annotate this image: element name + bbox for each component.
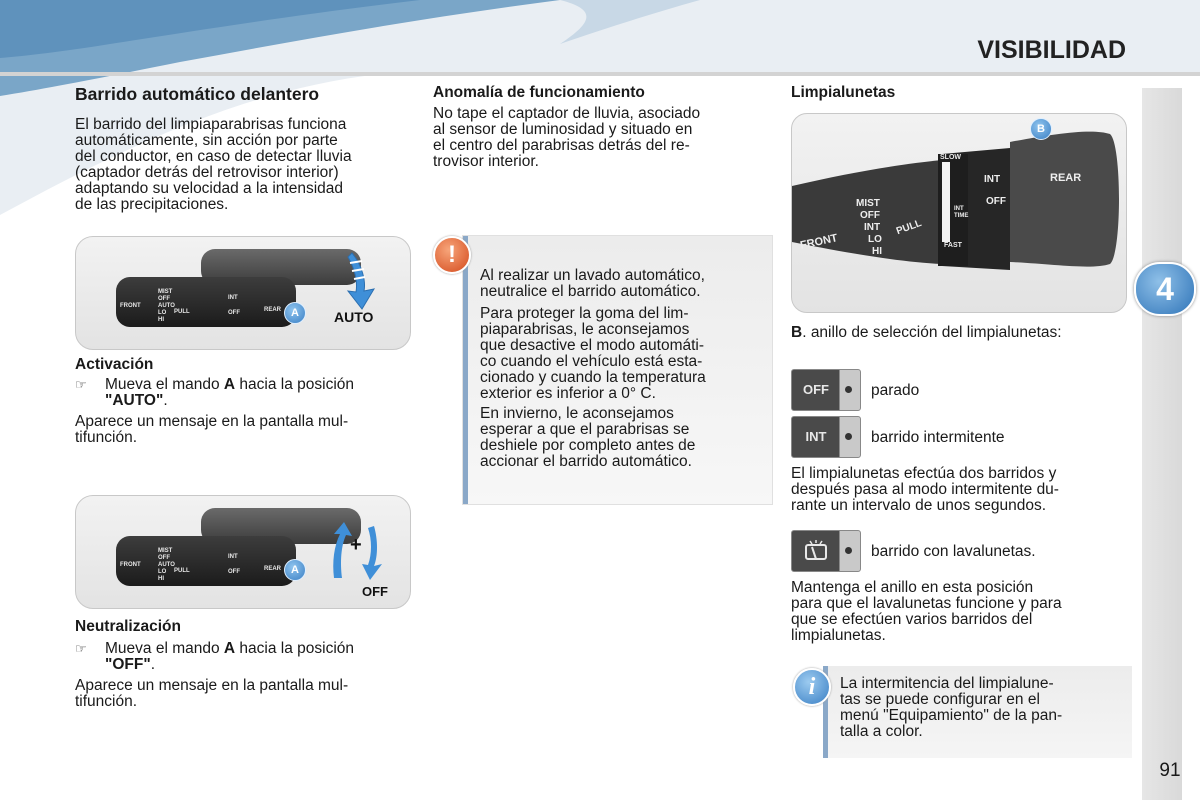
- text-line: piaparabrisas, le aconsejamos: [480, 321, 690, 338]
- ring-washer-image: [791, 530, 861, 572]
- text-line: (captador detrás del retrovisor interior): [75, 164, 339, 181]
- stalk-label-front: FRONT: [120, 303, 141, 309]
- badge-a: A: [284, 302, 306, 324]
- text-line: de las precipitaciones.: [75, 196, 229, 213]
- label-rear: REAR: [1050, 172, 1082, 184]
- activation-note: [75, 414, 409, 446]
- text-fragment: .: [150, 656, 156, 673]
- heading-neutralization: Neutralización: [75, 618, 181, 635]
- text-line: El limpialunetas efectúa dos barridos y: [791, 465, 1057, 482]
- stalk-label-lo: LO: [158, 310, 167, 316]
- stalk-label-off: OFF: [158, 296, 170, 302]
- text-line: Al realizar un lavado automático,: [480, 267, 705, 284]
- stalk-label-off: OFF: [158, 555, 170, 561]
- label-off: OFF: [860, 210, 880, 221]
- text-line: del conductor, en caso de detectar lluvia: [75, 148, 352, 165]
- stalk-label-pull: PULL: [174, 568, 190, 574]
- heading-malfunction: Anomalía de funcionamiento: [433, 84, 645, 101]
- text-line: deshiele por completo antes de: [480, 437, 696, 454]
- info-text: [840, 676, 1120, 740]
- text-line: Mantenga el anillo en esta posición: [791, 579, 1034, 596]
- text-line: adaptando su velocidad a la intensidad: [75, 180, 344, 197]
- text-line: limpialunetas.: [791, 627, 886, 644]
- warning-icon: [433, 236, 471, 274]
- ring-caption: [791, 325, 1125, 341]
- text-line: para que el lavalunetas funcione y para: [791, 595, 1062, 612]
- text-line: co cuando el vehículo está esta-: [480, 353, 703, 370]
- info-icon: [793, 668, 831, 706]
- ring-int-image: [791, 416, 861, 458]
- text-line: automáticamente, sin acción por parte: [75, 132, 338, 149]
- text-line: cionado y cuando la temperatura: [480, 369, 706, 386]
- label-off-rear: OFF: [986, 196, 1006, 207]
- badge-a: A: [284, 559, 306, 581]
- stalk-label-off-2: OFF: [228, 310, 240, 316]
- label-int-rear: INT: [984, 174, 1001, 185]
- text-fragment: hacia la posición: [235, 640, 355, 657]
- text-line: Para proteger la goma del lim-: [480, 305, 689, 322]
- stalk-label-auto: AUTO: [158, 303, 175, 309]
- warning-box: [448, 236, 772, 504]
- text-line: rante un intervalo de unos segundos.: [791, 497, 1047, 514]
- hold-ring-paragraph: [791, 580, 1125, 644]
- warning-icon-glyph: !: [448, 241, 456, 268]
- position-dot: [845, 386, 852, 393]
- hand-pointer-icon: ☞: [75, 377, 87, 392]
- label-pull: PULL: [894, 217, 924, 238]
- stalk-label-mist: MIST: [158, 289, 173, 295]
- position-dot: [845, 547, 852, 554]
- control-letter: A: [223, 376, 236, 393]
- caption-text: . anillo de selección del limpialunetas:: [802, 324, 1062, 341]
- text-line: Aparece un mensaje en la pantalla mul-: [75, 413, 349, 430]
- right-margin-strip: [1142, 88, 1182, 800]
- badge-b: B: [1030, 118, 1052, 140]
- stalk-label-int: INT: [228, 295, 238, 301]
- mode-intermittent-text: barrido intermitente: [871, 429, 1005, 446]
- text-line: que se efectúen varios barridos del: [791, 611, 1033, 628]
- chapter-number: 4: [1156, 271, 1174, 307]
- label-int: INT: [864, 222, 881, 233]
- position-value: "AUTO": [105, 392, 164, 409]
- stalk-label-rear: REAR: [264, 566, 282, 572]
- front-stalk-image: [116, 536, 296, 586]
- ring-off-label: OFF: [803, 382, 829, 397]
- text-line: tas se puede configurar en el: [840, 691, 1040, 708]
- neutralization-note: [75, 678, 409, 710]
- plus-symbol: +: [350, 534, 362, 556]
- heading-rear-wiper: Limpialunetas: [791, 84, 896, 101]
- figure-stalk-off: [75, 495, 411, 609]
- text-line: Aparece un mensaje en la pantalla mul-: [75, 677, 349, 694]
- label-mist: MIST: [856, 198, 880, 209]
- rear-wiper-paragraph: [791, 466, 1125, 514]
- malfunction-paragraph: [433, 106, 767, 170]
- text-line: trovisor interior.: [433, 153, 539, 170]
- warning-text: [480, 268, 759, 470]
- text-line: al sensor de luminosidad y situado en: [433, 121, 693, 138]
- text-line: El barrido del limpiaparabrisas funciona: [75, 116, 347, 133]
- label-hi: HI: [872, 246, 882, 257]
- stalk-label-lo: LO: [158, 569, 167, 575]
- hand-pointer-icon: ☞: [75, 641, 87, 656]
- stalk-label-rear: REAR: [264, 307, 282, 313]
- section-title: VISIBILIDAD: [977, 36, 1126, 64]
- text-line: accionar el barrido automático.: [480, 453, 692, 470]
- label-lo: LO: [868, 234, 882, 245]
- label-fast: FAST: [944, 242, 962, 249]
- stalk-label-hi: HI: [158, 317, 164, 323]
- position-value: "OFF": [105, 656, 151, 673]
- text-line: No tape el captador de lluvia, asociado: [433, 105, 701, 122]
- stalk-label-hi: HI: [158, 576, 164, 582]
- info-box: [808, 666, 1132, 758]
- page-number: 91: [1159, 760, 1181, 781]
- stalk-label-front: FRONT: [120, 562, 141, 568]
- neutralization-bullet: [75, 641, 409, 673]
- label-front: FRONT: [799, 232, 839, 252]
- text-fragment: .: [163, 392, 168, 409]
- text-fragment: Mueva el mando: [105, 640, 224, 657]
- stalk-label-off-2: OFF: [228, 569, 240, 575]
- text-line: tifunción.: [75, 693, 138, 710]
- activation-bullet: [75, 377, 409, 409]
- text-line: En invierno, le aconsejamos: [480, 405, 674, 422]
- stalk-label-pull: PULL: [174, 309, 190, 315]
- text-line: esperar a que el parabrisas se: [480, 421, 690, 438]
- text-fragment: Mueva el mando: [105, 376, 224, 393]
- ring-off-image: [791, 369, 861, 411]
- stalk-label-int: INT: [228, 554, 238, 560]
- text-line: La intermitencia del limpialune-: [840, 675, 1054, 692]
- position-dot: [845, 433, 852, 440]
- arrow-down-icon: [340, 251, 380, 311]
- text-line: menú "Equipamiento" de la pan-: [840, 707, 1063, 724]
- auto-position-label: AUTO: [334, 309, 374, 325]
- info-icon-glyph: i: [808, 674, 816, 700]
- ring-int-label: INT: [805, 429, 827, 444]
- stalk-label-auto: AUTO: [158, 562, 175, 568]
- off-position-label: OFF: [362, 584, 388, 599]
- text-line: exterior es inferior a 0° C.: [480, 385, 656, 402]
- control-letter: A: [223, 640, 236, 657]
- heading-auto-wipe: Barrido automático delantero: [75, 84, 320, 104]
- heading-activation: Activación: [75, 356, 154, 373]
- label-slow: SLOW: [940, 154, 961, 161]
- text-line: talla a color.: [840, 723, 923, 740]
- stalk-label-mist: MIST: [158, 548, 173, 554]
- figure-stalk-auto: [75, 236, 411, 350]
- text-line: que desactive el modo automáti-: [480, 337, 705, 354]
- text-line: el centro del parabrisas detrás del re-: [433, 137, 690, 154]
- text-line: neutralice el barrido automático.: [480, 283, 701, 300]
- text-line: tifunción.: [75, 429, 138, 446]
- chapter-tab: [1134, 262, 1196, 316]
- text-fragment: hacia la posición: [235, 376, 355, 393]
- text-line: después pasa al modo intermitente du-: [791, 481, 1059, 498]
- intro-paragraph: [75, 117, 409, 213]
- front-stalk-image: [116, 277, 296, 327]
- label-int-time: INT TIME: [954, 206, 969, 219]
- figure-rear-wiper-stalk: [791, 113, 1127, 313]
- rear-washer-icon: [802, 539, 830, 563]
- caption-letter: B: [791, 324, 803, 341]
- mode-stopped-text: parado: [871, 382, 920, 399]
- mode-washer-text: barrido con lavalunetas.: [871, 543, 1036, 560]
